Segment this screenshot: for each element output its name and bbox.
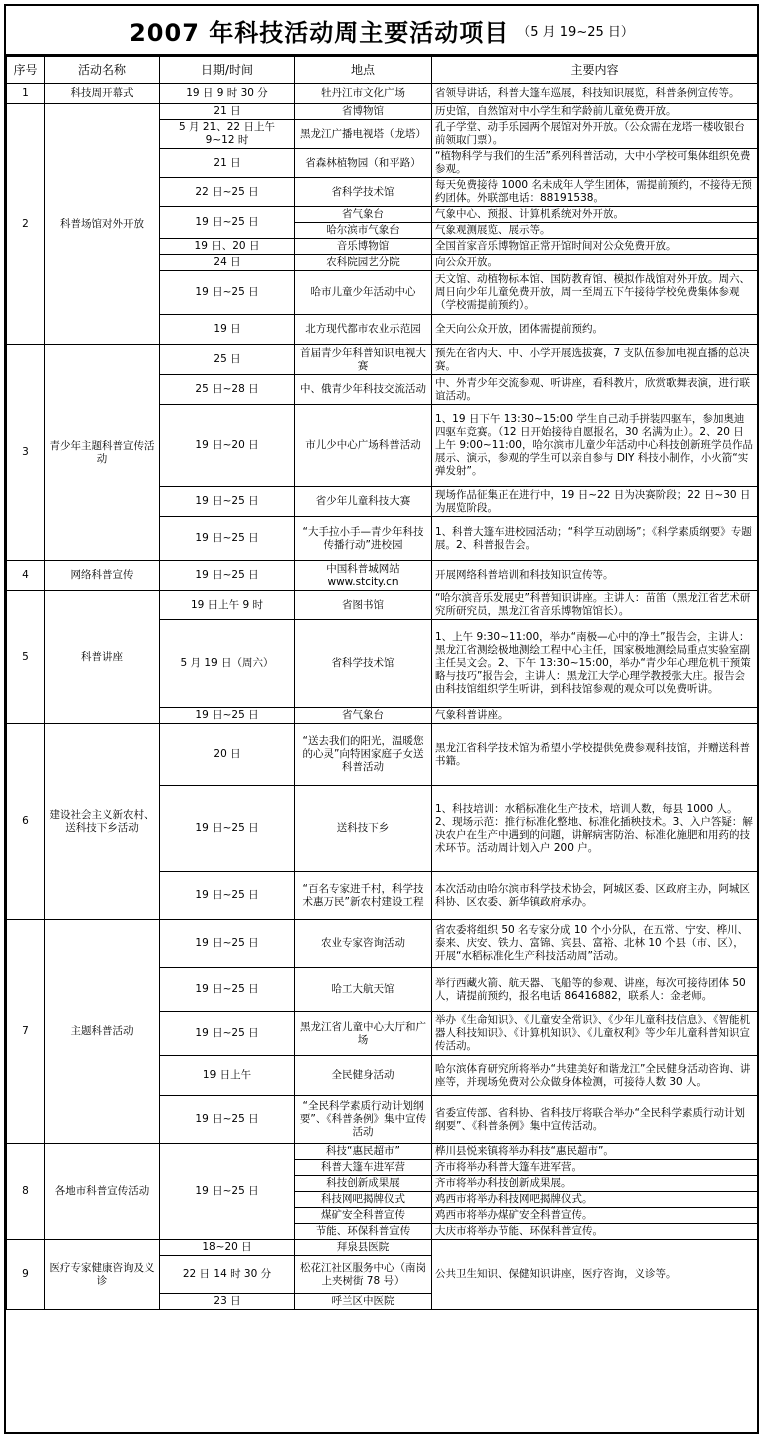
activity-name: 科技周开幕式	[45, 84, 160, 104]
activity-date: 5 月 19 日（周六）	[160, 620, 295, 708]
activity-place: 松花江社区服务中心（南岗上夹树街 78 号）	[295, 1256, 432, 1294]
activity-content: 哈尔滨体育研究所将举办“共建美好和谐龙江”全民健身活动咨询、讲座等，并现场免费对公众做身体检测，可接待人数 30 人。	[432, 1056, 758, 1096]
schedule-table	[6, 56, 758, 1310]
activity-place: 中、俄青少年科技交流活动	[295, 375, 432, 405]
header-content: 主要内容	[432, 57, 758, 84]
activity-date: 19 日~25 日	[160, 872, 295, 920]
activity-place: 煤矿安全科普宣传	[295, 1208, 432, 1224]
activity-place: 省森林植物园（和平路）	[295, 149, 432, 178]
activity-date: 24 日	[160, 255, 295, 271]
activity-place: 省气象台	[295, 207, 432, 223]
table-row	[7, 1240, 758, 1256]
row-number: 5	[7, 591, 45, 724]
table-header-row	[7, 57, 758, 84]
page-title: 2007 年科技活动周主要活动项目	[129, 18, 510, 47]
activity-place: 黑龙江省儿童中心大厅和广场	[295, 1012, 432, 1056]
row-number: 4	[7, 561, 45, 591]
header-name: 活动名称	[45, 57, 160, 84]
activity-content: 鸡西市将举办科技网吧揭牌仪式。	[432, 1192, 758, 1208]
activity-place: 节能、环保科普宣传	[295, 1224, 432, 1240]
activity-place: 科技创新成果展	[295, 1176, 432, 1192]
activity-content: 1、上午 9:30~11:00，举办“南极—心中的净土”报告会，主讲人：黑龙江省测绘极地测绘工程中心主任，国家极地测绘局重点实验室副主任吴文会。2、下午 13:30~15:00，举办“青少年心理危机干预策略与技巧”报告会，主讲人：黑龙江大学心理学教授张大庄。报告会由科技馆组织学生听讲，到科技馆参观的观众可以免费听讲。	[432, 620, 758, 708]
activity-date: 19 日~25 日	[160, 1096, 295, 1144]
activity-date: 19 日 9 时 30 分	[160, 84, 295, 104]
activity-content: 1、科普大篷车进校园活动；“科学互动剧场”；《科学素质纲要》专题展。2、科普报告会。	[432, 517, 758, 561]
activity-place: 农科院园艺分院	[295, 255, 432, 271]
activity-date: 25 日~28 日	[160, 375, 295, 405]
activity-content: 齐市将举办科技创新成果展。	[432, 1176, 758, 1192]
activity-place: “大手拉小手—青少年科技传播行动”进校园	[295, 517, 432, 561]
activity-date: 19 日~25 日	[160, 1012, 295, 1056]
activity-name: 科普场馆对外开放	[45, 104, 160, 345]
activity-place: 首届青少年科普知识电视大赛	[295, 345, 432, 375]
activity-date: 19 日~25 日	[160, 517, 295, 561]
activity-date: 19 日~25 日	[160, 968, 295, 1012]
row-number: 7	[7, 920, 45, 1144]
header-date: 日期/时间	[160, 57, 295, 84]
activity-place: “全民科学素质行动计划纲要”、《科普条例》集中宣传活动	[295, 1096, 432, 1144]
activity-place: 科技网吧揭牌仪式	[295, 1192, 432, 1208]
row-number: 6	[7, 724, 45, 920]
activity-name: 各地市科普宣传活动	[45, 1144, 160, 1240]
activity-place: 哈尔滨市气象台	[295, 223, 432, 239]
activity-place: 省科学技术馆	[295, 178, 432, 207]
table-row	[7, 724, 758, 786]
activity-content: 1、科技培训：水稻标准化生产技术，培训人数，每县 1000 人。2、现场示范：推行标准化整地、标准化插秧技术。3、入户答疑：解决农户在生产中遇到的问题，讲解病害防治、标准化施肥和用药的技术环节。活动周计划入户 200 户。	[432, 786, 758, 872]
activity-place: 中国科普城网站 www.stcity.cn	[295, 561, 432, 591]
table-row	[7, 84, 758, 104]
activity-date: 19 日~25 日	[160, 786, 295, 872]
activity-name: 科普讲座	[45, 591, 160, 724]
activity-date: 18~20 日	[160, 1240, 295, 1256]
activity-place: 音乐博物馆	[295, 239, 432, 255]
activity-date: 22 日~25 日	[160, 178, 295, 207]
activity-content: 预先在省内大、中、小学开展选拔赛，7 支队伍参加电视直播的总决赛。	[432, 345, 758, 375]
activity-place: 牡丹江市文化广场	[295, 84, 432, 104]
row-number: 3	[7, 345, 45, 561]
activity-place: 科技“惠民超市”	[295, 1144, 432, 1160]
activity-date: 19 日~25 日	[160, 561, 295, 591]
activity-date: 19 日~25 日	[160, 920, 295, 968]
activity-place: 送科技下乡	[295, 786, 432, 872]
activity-content: “植物科学与我们的生活”系列科普活动，大中小学校可集体组织免费参观。	[432, 149, 758, 178]
activity-content: 黑龙江省科学技术馆为希望小学校提供免费参观科技馆，并赠送科普书籍。	[432, 724, 758, 786]
activity-date: 19 日~25 日	[160, 1144, 295, 1240]
activity-place: “送去我们的阳光，温暖您的心灵”向特困家庭子女送科普活动	[295, 724, 432, 786]
row-number: 2	[7, 104, 45, 345]
activity-content: 向公众开放。	[432, 255, 758, 271]
activity-date: 19 日、20 日	[160, 239, 295, 255]
activity-content: 本次活动由哈尔滨市科学技术协会，阿城区委、区政府主办，阿城区科协、区农委、新华镇政府承办。	[432, 872, 758, 920]
activity-date: 19 日	[160, 315, 295, 345]
header-num: 序号	[7, 57, 45, 84]
activity-content: 省农委将组织 50 名专家分成 10 个小分队，在五常、宁安、桦川、泰来、庆安、铁力、富锦、宾县、富裕、北林 10 个县（市、区），开展“水稻标准化生产科技活动周”活动。	[432, 920, 758, 968]
activity-date: 19 日~25 日	[160, 708, 295, 724]
activity-content: 举办《生命知识》、《儿童安全常识》、《少年儿童科技信息》、《智能机器人科技知识》、《计算机知识》、《儿童权利》等少年儿童科普知识宣传活动。	[432, 1012, 758, 1056]
activity-date: 19 日~25 日	[160, 271, 295, 315]
activity-content: 气象科普讲座。	[432, 708, 758, 724]
activity-content: 天文馆、动植物标本馆、国防教育馆、模拟作战馆对外开放。周六、周日向少年儿童免费开放，周一至周五下午接待学校免费集体参观（学校需提前预约）。	[432, 271, 758, 315]
activity-place: 黑龙江广播电视塔（龙塔）	[295, 120, 432, 149]
activity-content: 全国首家音乐博物馆正常开馆时间对公众免费开放。	[432, 239, 758, 255]
activity-date: 19 日~25 日	[160, 487, 295, 517]
table-row	[7, 345, 758, 375]
page-subtitle: （5 月 19~25 日）	[517, 24, 634, 40]
activity-date: 21 日	[160, 149, 295, 178]
schedule-sheet	[4, 4, 759, 1434]
activity-name: 建设社会主义新农村、送科技下乡活动	[45, 724, 160, 920]
activity-name: 医疗专家健康咨询及义诊	[45, 1240, 160, 1310]
activity-content: 省领导讲话，科普大篷车巡展，科技知识展览，科普条例宣传等。	[432, 84, 758, 104]
activity-content: 鸡西市将举办煤矿安全科普宣传。	[432, 1208, 758, 1224]
activity-content: 现场作品征集正在进行中，19 日~22 日为决赛阶段；22 日~30 日为展览阶段。	[432, 487, 758, 517]
activity-place: 哈工大航天馆	[295, 968, 432, 1012]
activity-place: 省博物馆	[295, 104, 432, 120]
activity-content: 每天免费接待 1000 名未成年人学生团体，需提前预约，不接待无预约团体。外联部电话：88191538。	[432, 178, 758, 207]
activity-date: 19 日上午 9 时	[160, 591, 295, 620]
activity-content: 桦川县悦来镇将举办科技“惠民超市”。	[432, 1144, 758, 1160]
activity-place: 科普大篷车进军营	[295, 1160, 432, 1176]
activity-content: 孔子学堂、动手乐园两个展馆对外开放。（公众需在龙塔一楼收银台前领取门票）。	[432, 120, 758, 149]
activity-name: 网络科普宣传	[45, 561, 160, 591]
activity-date: 5 月 21、22 日上午 9~12 时	[160, 120, 295, 149]
table-row	[7, 920, 758, 968]
activity-name: 主题科普活动	[45, 920, 160, 1144]
activity-date: 21 日	[160, 104, 295, 120]
activity-date: 19 日~20 日	[160, 405, 295, 487]
activity-place: 全民健身活动	[295, 1056, 432, 1096]
activity-place: 省少年儿童科技大赛	[295, 487, 432, 517]
activity-place: 省图书馆	[295, 591, 432, 620]
activity-date: 23 日	[160, 1294, 295, 1310]
row-number: 8	[7, 1144, 45, 1240]
activity-place: 呼兰区中医院	[295, 1294, 432, 1310]
table-row	[7, 104, 758, 120]
header-place: 地点	[295, 57, 432, 84]
activity-content: 中、外青少年交流参观、听讲座，看科教片，欣赏歌舞表演，进行联谊活动。	[432, 375, 758, 405]
activity-content: 齐市将举办科普大篷车进军营。	[432, 1160, 758, 1176]
activity-content: 1、19 日下午 13:30~15:00 学生自己动手拼装四驱车，参加奥迪四驱车竞赛。（12 日开始接待自愿报名，30 名满为止）。2、20 日上午 9:00~11:00，哈尔滨市儿童少年活动中心科技创新班学员作品展示、演示，参观的学生可以亲自参与 DIY 科技小制作，小火箭“实弹发射”。	[432, 405, 758, 487]
activity-date: 19 日上午	[160, 1056, 295, 1096]
activity-date: 19 日~25 日	[160, 207, 295, 239]
activity-content: 举行西藏火箭、航天器、飞船等的参观、讲座，每次可接待团体 50 人，请提前预约，报名电话 86416882，联系人：金老师。	[432, 968, 758, 1012]
row-number: 1	[7, 84, 45, 104]
activity-place: 北方现代都市农业示范园	[295, 315, 432, 345]
activity-date: 25 日	[160, 345, 295, 375]
title-bar	[6, 6, 757, 56]
activity-place: 农业专家咨询活动	[295, 920, 432, 968]
table-row	[7, 591, 758, 620]
table-body	[7, 84, 758, 1310]
activity-date: 22 日 14 时 30 分	[160, 1256, 295, 1294]
activity-place: 省气象台	[295, 708, 432, 724]
activity-content: 大庆市将举办节能、环保科普宣传。	[432, 1224, 758, 1240]
activity-place: 市儿少中心广场科普活动	[295, 405, 432, 487]
activity-content: “哈尔滨音乐发展史”科普知识讲座。主讲人：苗笛（黑龙江省艺术研究所研究员，黑龙江省音乐博物馆馆长）。	[432, 591, 758, 620]
activity-place: 省科学技术馆	[295, 620, 432, 708]
row-number: 9	[7, 1240, 45, 1310]
activity-content: 气象中心、预报、计算机系统对外开放。	[432, 207, 758, 223]
activity-content: 全天向公众开放，团体需提前预约。	[432, 315, 758, 345]
activity-content: 省委宣传部、省科协、省科技厅将联合举办“全民科学素质行动计划纲要”、《科普条例》集中宣传活动。	[432, 1096, 758, 1144]
activity-date: 20 日	[160, 724, 295, 786]
activity-content: 气象观测展览、展示等。	[432, 223, 758, 239]
activity-content: 开展网络科普培训和科技知识宣传等。	[432, 561, 758, 591]
activity-place: “百名专家进千村，科学技术惠万民”新农村建设工程	[295, 872, 432, 920]
activity-name: 青少年主题科普宣传活动	[45, 345, 160, 561]
activity-place: 哈市儿童少年活动中心	[295, 271, 432, 315]
activity-place: 拜泉县医院	[295, 1240, 432, 1256]
table-row	[7, 561, 758, 591]
activity-content: 历史馆，自然馆对中小学生和学龄前儿童免费开放。	[432, 104, 758, 120]
activity-content: 公共卫生知识、保健知识讲座，医疗咨询，义诊等。	[432, 1240, 758, 1310]
table-row	[7, 1144, 758, 1160]
